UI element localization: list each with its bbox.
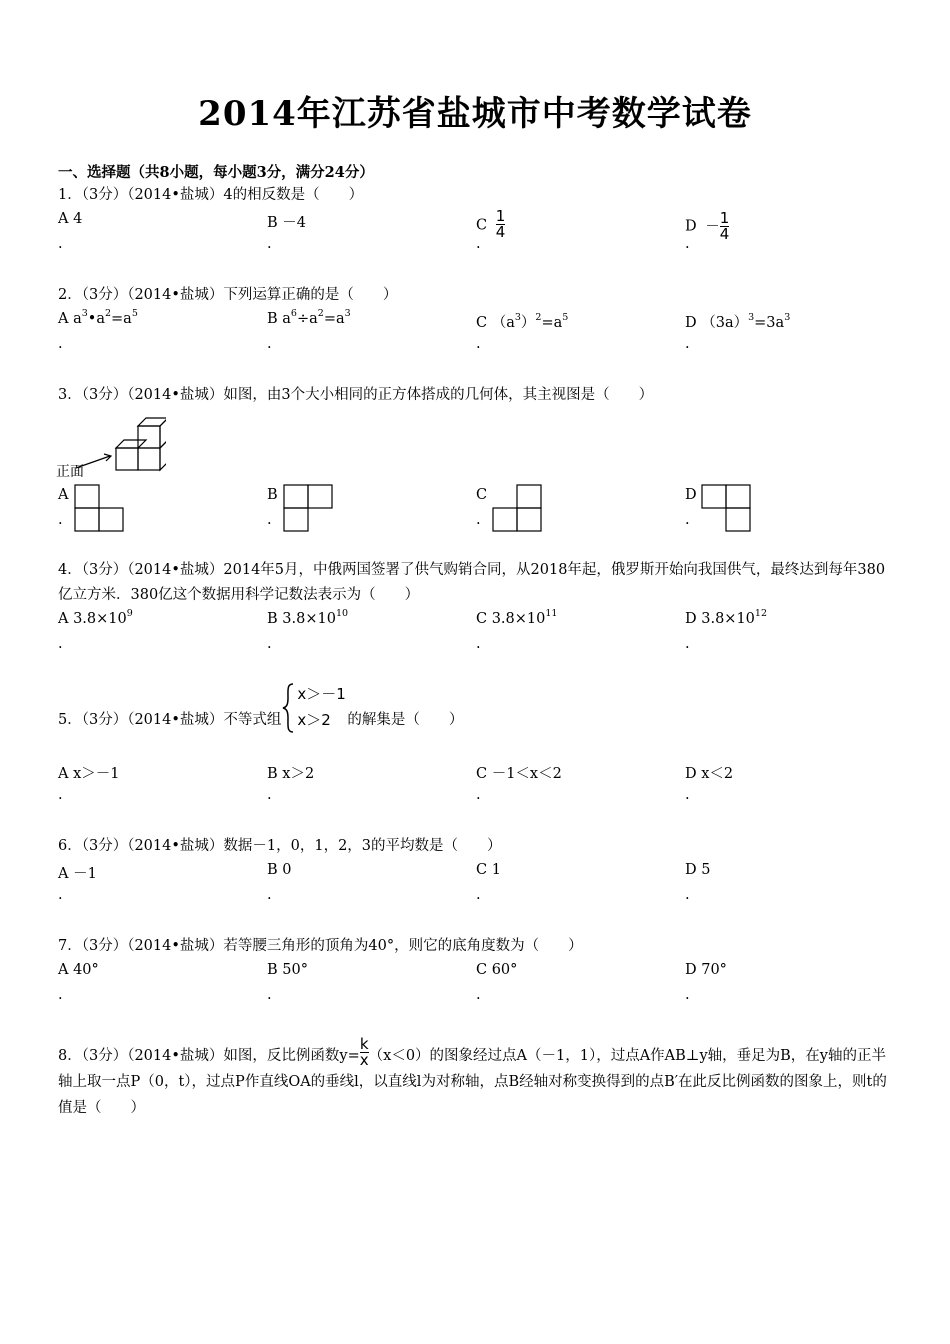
question-8-stem: 8．（3分）（2014•盐城）如图，反比例函数y= $\frac{k}{x}$ （x＜0）的图象经过点A（－1，1），过点A作AB⊥y轴，垂足为B，在y轴的正半轴上取一点P（0，t），过点P作直线OA的垂线l，以直线l为对称轴，点B经轴对称变换得到的点B′在此反比例函数的图象上，则t的值是（ ） — [58, 1034, 887, 1116]
page-title: 2014年江苏省盐城市中考数学试卷 — [198, 94, 752, 134]
q3-option-d-figure — [701, 484, 753, 532]
q1-option-b: B －4 — [267, 215, 306, 231]
q1-option-a: A 4 — [58, 211, 83, 227]
q7-option-d: D 70° — [685, 962, 727, 978]
q1-option-d: D － $\frac{1}{4}$ — [685, 209, 730, 243]
q5-option-d: D x＜2 — [685, 766, 734, 782]
front-label: 正面 — [56, 464, 84, 480]
question-4-stem: 4．（3分）（2014•盐城）2014年5月，中俄两国签署了供气购销合同，从2018年起，俄罗斯开始向我国供气，最终达到每年380亿立方米．380亿这个数据用科学记数法表示为（ ） — [58, 562, 886, 603]
q2-option-c: C $(a^3)^2=a^5$ — [476, 312, 569, 331]
question-2-stem: 2．（3分）（2014•盐城）下列运算正确的是（ ） — [58, 287, 398, 303]
question-7-stem: 7．（3分）（2014•盐城）若等腰三角形的顶角为40°，则它的底角度数为（ ） — [58, 938, 583, 954]
question-5-stem: 5．（3分）（2014•盐城）不等式组 x＞－1 x＞2 的解集是（ ） — [58, 706, 463, 734]
q3-option-c-label: C — [476, 487, 488, 503]
q4-option-c: C $3.8\times 10^{11}$ — [476, 608, 558, 627]
q6-option-b: B 0 — [267, 862, 292, 878]
q7-option-c: C 60° — [476, 962, 518, 978]
q2-option-d: D $(3a)^3=3a^3$ — [685, 312, 791, 331]
q3-option-d-label: D — [685, 487, 697, 503]
cube-stack-figure — [56, 408, 166, 480]
q3-option-c-figure — [492, 484, 544, 532]
q3-option-b-label: B — [267, 487, 278, 503]
q4-option-a: A $3.8\times 10^9$ — [58, 608, 133, 627]
inequality-system: x＞－1 x＞2 — [281, 682, 347, 734]
q3-option-a-label: A — [58, 487, 69, 503]
q6-option-c: C 1 — [476, 862, 501, 878]
q6-option-a: A －1 — [58, 866, 97, 882]
section-heading: 一、选择题（共8小题，每小题3分，满分24分） — [58, 164, 374, 181]
q1-option-c: C $\frac{1}{4}$ — [476, 207, 506, 241]
q5-option-c: C －1＜x＜2 — [476, 766, 562, 782]
q3-option-a-figure — [74, 484, 126, 532]
question-6-stem: 6．（3分）（2014•盐城）数据－1，0，1，2，3的平均数是（ ） — [58, 838, 502, 854]
question-1-stem: 1．（3分）（2014•盐城）4的相反数是（ ） — [58, 187, 364, 203]
q5-option-b: B x＞2 — [267, 766, 315, 782]
q4-option-b: B $3.8\times 10^{10}$ — [267, 608, 349, 627]
q2-option-b: B $a^6\div a^2=a^3$ — [267, 308, 351, 327]
q7-option-b: B 50° — [267, 962, 308, 978]
q5-option-a: A x＞－1 — [58, 766, 120, 782]
q2-option-a: A $a^3•a^2=a^5$ — [58, 308, 138, 327]
question-3-stem: 3．（3分）（2014•盐城）如图，由3个大小相同的正方体搭成的几何体，其主视图是（ ） — [58, 387, 654, 403]
q3-option-b-figure — [283, 484, 335, 532]
q6-option-d: D 5 — [685, 862, 711, 878]
left-brace-icon — [281, 682, 295, 734]
q7-option-a: A 40° — [58, 962, 99, 978]
q4-option-d: D $3.8\times 10^{12}$ — [685, 608, 767, 627]
